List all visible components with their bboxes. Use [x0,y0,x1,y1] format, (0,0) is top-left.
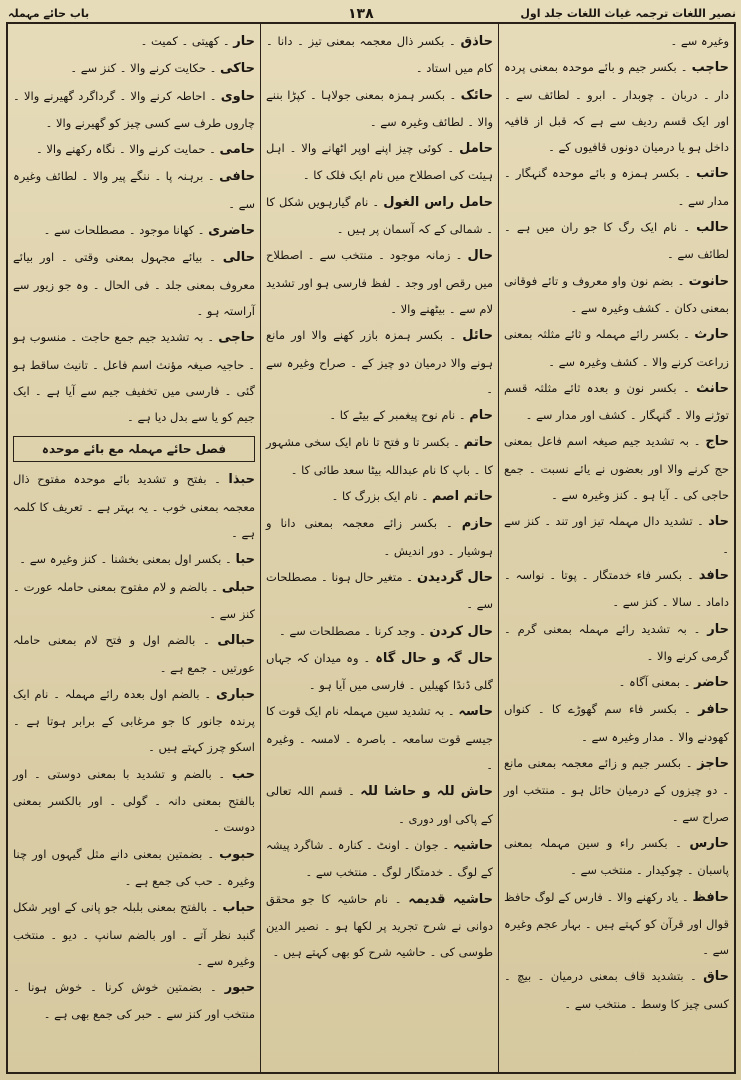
column-left-entries [13,28,255,430]
dictionary-entry [504,268,729,322]
entry-definition: ۔ بفتح و تشدید بائے موحدہ مفتوح ذال معجمہ بمعنی خوب ۔ یہ بہتر ہے ۔ تعریف کا کلمہ ہے ۔ [13,472,255,541]
entry-headword: حال گہ و حال گاہ [375,650,494,666]
column-middle [260,24,498,1072]
entry-headword: حافظ [692,889,729,905]
dictionary-entry [13,974,255,1028]
dictionary-entry [504,375,729,429]
entry-definition: ۔ بضمتین خوش کرنا ۔ خوش ہونا ۔ منتخب اور کنز سے ۔ حبر کی جمع بھی ہے ۔ [13,980,255,1022]
entry-definition: ۔ بکسر نون و بعدہ ثائے مثلثہ قسم توڑنے والا ۔ گنہگار ۔ کشف اور مدار سے ۔ [504,380,729,423]
dictionary-entry [504,321,729,375]
entry-headword: حاتب [696,166,729,182]
page-number: ۱۳۸ [348,6,374,22]
entry-definition: ۔ بکسر ہمزہ بمعنی جولاہا ۔ کپڑا بننے والا ۔ لطائف وغیرہ سے ۔ [266,87,493,129]
entry-headword: حاسہ [458,704,494,720]
entry-headword: حال گردیدن [416,569,493,585]
entry-definition: ۔ بالفتح بمعنی بلبلہ جو پانی کے اوپر شکل گنبد نظر آتے ۔ اور بالضم سانپ ۔ دیو ۔ منتخب وغیرہ سے ۔ [13,900,255,968]
entry-headword: حالب [696,220,729,236]
entry-headword: حافر [698,702,730,718]
entry-definition: ۔ احاطہ کرنے والا ۔ گرداگرد گھیرنے والا ۔ چاروں طرف سے کسی چیز کو گھیرنے والا ۔ [13,88,255,130]
entry-headword: حامی [219,142,255,158]
dictionary-entry [266,189,493,243]
entry-headword: حاق [703,969,729,985]
entry-definition: ۔ زمانہ موجود ۔ منتخب سے ۔ اصطلاح میں رقص اور وجد ۔ لفظ فارسی ہو اور تشدید لام سے ۔ بیٹھنے والا ۔ [266,248,493,316]
entry-definition: ۔ نام گیارہویں شکل کا ۔ شمالی کے کہ آسمان پر ہیں ۔ [266,194,493,237]
entry-headword: حانوت [688,273,729,289]
entry-definition: ۔ وجد کرنا ۔ مصطلحات سے ۔ [278,623,426,638]
dictionary-entry [266,322,493,402]
entry-definition: ۔ بکسر راء و سین مہملہ بمعنی پاسبان ۔ چوکیدار ۔ منتخب سے ۔ [504,835,729,878]
entry-definition: ۔ بہ تشدید جیم صیغہ اسم فاعل بمعنی حج کرنے والا اور بعضوں نے یائے نسبت ۔ جمع حاجی کی ۔ آیا ہو ۔ کنز وغیرہ سے ۔ [504,434,729,503]
dictionary-entry [13,627,255,681]
dictionary-entry [266,28,493,82]
entry-definition: ۔ کھانا موجود ۔ مصطلحات سے ۔ [43,223,205,238]
entry-definition: ۔ بکسر جیم و زائے معجمہ بمعنی مانع ۔ دو چیزوں کے درمیان حائل ہو ۔ منتخب اور صراح سے ۔ [504,756,729,824]
section-heading: فصل حائے مہملہ مع بائے موحدہ [13,436,255,462]
entry-headword: حارس [689,835,730,851]
entry-definition: ۔ نام ایک رگ کا جو ران میں ہے ۔ لطائف سے ۔ [504,220,729,262]
dictionary-entry [13,324,255,430]
entry-definition: ۔ وہ میدان کہ جہاں گلی ڈنڈا کھیلیں ۔ فارسی میں آیا ہو ۔ [266,650,493,693]
entry-definition: ۔ متغیر حال ہونا ۔ مصطلحات سے ۔ [266,569,493,612]
entry-definition: ۔ برہنہ پا ۔ ننگے پیر والا ۔ لطائف وغیرہ سے ۔ [13,169,255,211]
dictionary-entry [504,160,729,214]
entry-headword: حاوی [220,88,256,104]
dictionary-entry [13,136,255,163]
entry-headword: حاذق [460,34,494,49]
dictionary-entry [13,244,255,324]
entry-headword: حبلی [221,579,255,595]
dictionary-entry [504,963,729,1017]
entry-definition: ۔ بکسر ذال معجمہ بمعنی تیز ۔ دانا ۔ کام میں استاد ۔ [266,34,493,76]
dictionary-entry [504,54,729,160]
dictionary-entry [266,82,493,136]
entry-headword: حام [469,408,493,424]
entry-headword: حازم [461,516,494,532]
entry-definition: ۔ بتشدید قاف بمعنی درمیان ۔ بیچ ۔ کسی چیز کا وسط ۔ منتخب سے ۔ [504,969,729,1011]
entry-headword: حبوب [219,846,255,862]
dictionary-entry [266,886,493,966]
entry-headword: حال [467,248,493,264]
entry-headword: حاجز [697,756,729,772]
dictionary-entry [266,429,493,483]
dictionary-entry [504,562,729,616]
entry-definition: ۔ بکسر ہمزہ و بائے موحدہ گنہگار ۔ مدار سے ۔ [504,166,729,208]
entry-definition: وغیرہ سے ۔ [670,34,729,48]
entry-definition: ۔ تشدید دال مہملہ تیز اور تند ۔ کنز سے ۔ [504,514,729,556]
page-header [8,4,736,24]
entry-definition: ۔ بالضم و لام مفتوح بمعنی حاملہ عورت ۔ کنز سے ۔ [13,579,255,621]
dictionary-entry [504,428,729,508]
dictionary-entry [13,841,255,895]
entry-headword: حاتم اصم [431,489,493,505]
dictionary-entry [13,217,255,244]
entry-definition: ۔ بکسر فاء خدمتگار ۔ پوتا ۔ نواسہ ۔ داماد ۔ سالا ۔ کنز سے ۔ [504,567,729,610]
dictionary-entry [13,546,255,573]
entry-headword: حاج [705,434,730,450]
entry-headword: حائک [460,87,494,103]
dictionary-entry [13,83,255,137]
dictionary-entry [504,28,729,54]
entry-definition: ۔ نام ایک بزرگ کا ۔ [331,489,429,504]
dictionary-entry [266,698,493,778]
entry-headword: حار [233,34,255,49]
entry-headword: حانث [696,380,729,396]
entry-headword: حاجب [691,60,729,76]
entry-definition: ۔ بالضم اول بعدہ رائے مہملہ ۔ نام ایک پرندہ جانور کا جو مرغابی کے برابر ہوتا ہے ۔ اسکو چرز کہتے ہیں ۔ [13,686,255,755]
entry-headword: حائل [462,328,493,344]
dictionary-entry [504,669,729,696]
entry-headword: حاد [708,514,729,530]
entry-definition: ۔ بمعنی آگاہ ۔ [618,675,691,690]
dictionary-entry [13,466,255,546]
dictionary-entry [266,832,493,886]
entry-definition: ۔ حکایت کرنے والا ۔ کنز سے ۔ [70,61,217,76]
dictionary-entry [13,761,255,841]
entry-definition: ۔ بکسر زائے معجمہ بمعنی دانا و ہوشیار ۔ دور اندیش ۔ [266,516,493,558]
entry-headword: حالی [222,250,256,266]
entry-definition: ۔ نام نوح پیغمبر کے بیٹے کا ۔ [329,408,466,423]
entry-headword: حبذا [228,472,256,488]
dictionary-entry [266,778,493,832]
entry-headword: حاش للہ و حاشا للہ [360,784,494,800]
chapter-title: باب حائے مہملہ [8,7,90,20]
entry-definition: ۔ کوئی چیز اپنے اوپر اٹھانے والا ۔ اہل ہیئت کی اصطلاح میں نام ایک فلک کا ۔ [266,141,493,183]
entry-headword: حباری [216,686,255,702]
dictionary-entry [266,135,493,189]
dictionary-entry [13,574,255,628]
entry-definition: ۔ نام حاشیہ کا جو محقق دوانی نے شرح تجرید پر لکھا ہو ۔ نصیر الدین طوسی کی ۔ حاشیہ شرح کو بھی کہتے ہیں ۔ [266,891,493,960]
entry-definition: ۔ بکسر اول بمعنی بخشنا ۔ کنز وغیرہ سے ۔ [19,552,232,567]
entry-headword: حاجی [218,330,256,346]
entry-definition: ۔ قسم اللہ تعالی کے پاکی اور دوری ۔ [266,784,493,826]
entry-definition: ۔ بہ تشدید سین مہملہ نام ایک قوت کا جیسے قوت سامعہ ۔ باصرہ ۔ لامسہ ۔ وغیرہ ۔ [266,704,493,773]
column-left [8,24,260,1072]
entry-headword: حاکی [220,61,255,77]
entry-headword: حارث [694,327,729,343]
entry-headword: حافی [219,169,256,185]
entry-definition: ۔ بضمتین بمعنی دانے مثل گیہوں اور چنا وغیرہ ۔ حب کی جمع ہے ۔ [13,846,255,888]
entry-definition: ۔ حمایت کرنے والا ۔ نگاہ رکھنے والا ۔ [35,142,216,157]
entry-headword: حب [231,766,255,782]
column-left-section-entries [13,466,255,1027]
entry-definition: ۔ بضم نون واو معروف و تائے فوقانی بمعنی دکان ۔ کشف وغیرہ سے ۔ [504,273,729,315]
entry-definition: ۔ کھیتی ۔ کمیت ۔ [140,34,230,48]
dictionary-entry [266,564,493,618]
dictionary-entry [13,163,255,217]
entry-definition: ۔ بیائے مجہول بمعنی وقتی ۔ اور بیائے معروف بمعنی جلد ۔ فی الحال ۔ وہ جو زیور سے آراستہ ہو ۔ [13,250,255,318]
entry-headword: حاضر [694,675,729,691]
dictionary-entry [504,884,729,964]
entry-definition: ۔ یاد رکھنے والا ۔ فارس کے لوگ حافظ قوال اور قرآن کو کہتے ہیں ۔ بہار عجم وغیرہ سے ۔ [504,889,729,958]
entry-definition: ۔ بہ تشدید جیم جمع حاجت ۔ منسوب ہو ۔ حاجیہ صیغہ مؤنث اسم فاعل ۔ تانیث ساقط ہو گئی ۔ فارسی میں تخفیف جیم سے آیا ہے ۔ ایک جیم کو یا سے بدل دیا ہے ۔ [13,330,255,425]
entry-definition: ۔ بکسر ہمزہ بازر کھنے والا اور مانع ہونے والا درمیان دو چیز کے ۔ صراح وغیرہ سے ۔ [266,328,493,396]
entry-definition: ۔ بکسر تا و فتح تا نام ایک سخی مشہور کا ۔ باپ کا نام عبداللہ بیٹا سعد طائی کا ۔ [266,435,493,477]
dictionary-entry [266,242,493,322]
entry-definition: ۔ بکسر فاء سم گھوڑے کا ۔ کنواں کھودنے والا ۔ مدار وغیرہ سے ۔ [504,702,729,744]
dictionary-entry [504,696,729,750]
entry-definition: ۔ بالضم اول و فتح لام بمعنی حاملہ عورتیں ۔ جمع ہے ۔ [13,633,255,675]
entry-headword: حاشیہ [453,837,494,853]
entry-headword: حباب [222,900,255,916]
page-frame [6,22,736,1074]
dictionary-entry [504,214,729,268]
entry-headword: حاتم [463,435,493,451]
dictionary-entry [504,508,729,562]
dictionary-entry [504,616,729,670]
dictionary-entry [266,645,493,699]
column-right [498,24,734,1072]
entry-definition: ۔ جوان ۔ اونٹ ۔ کنارہ ۔ شاگرد پیشہ کے لوگ ۔ خدمتگار لوگ ۔ منتخب سے ۔ [266,837,493,880]
entry-headword: حار [707,621,729,637]
entry-headword: حافد [698,567,730,583]
entry-headword: حامل [459,141,493,157]
dictionary-entry [13,55,255,82]
entry-headword: حبا [235,552,255,568]
dictionary-entry [13,28,255,55]
entry-headword: حاضری [208,223,255,239]
book-title: نصیر اللغات ترجمہ غیاث اللغات جلد اول [520,7,736,20]
dictionary-entry [266,510,493,564]
dictionary-entry [504,830,729,884]
dictionary-entry [504,750,729,830]
dictionary-entry [13,894,255,974]
dictionary-entry [266,618,493,645]
entry-headword: حامل راس الغول [383,194,493,210]
entry-definition: ۔ بکسر جیم و بائے موحدہ بمعنی پردہ دار ۔ دربان ۔ چوبدار ۔ ابرو ۔ لطائف سے ۔ اور ایک قسم ردیف سے ہے کہ قبل از قافیہ داخل ہو یا درمیان دونوں قافیوں کے ۔ [504,60,729,155]
entry-headword: حاشیہ قدیمہ [408,891,493,907]
entry-headword: حبور [224,980,255,996]
dictionary-entry [266,483,493,510]
entry-definition: ۔ بکسر رائے مہملہ و ثائے مثلثہ بمعنی زراعت کرنے والا ۔ کشف وغیرہ سے ۔ [504,327,729,369]
dictionary-entry [13,681,255,761]
entry-definition: ۔ بالضم و تشدید با بمعنی دوستی ۔ اور بالفتح بمعنی دانہ ۔ گولی ۔ اور بالکسر بمعنی دوست ۔ [13,766,255,835]
entry-headword: حال کردن [429,623,493,639]
entry-definition: ۔ بہ تشدید رائے مہملہ بمعنی گرم ۔ گرمی کرنے والا ۔ [504,621,729,663]
dictionary-entry [266,402,493,429]
entry-headword: حبالی [217,633,255,649]
